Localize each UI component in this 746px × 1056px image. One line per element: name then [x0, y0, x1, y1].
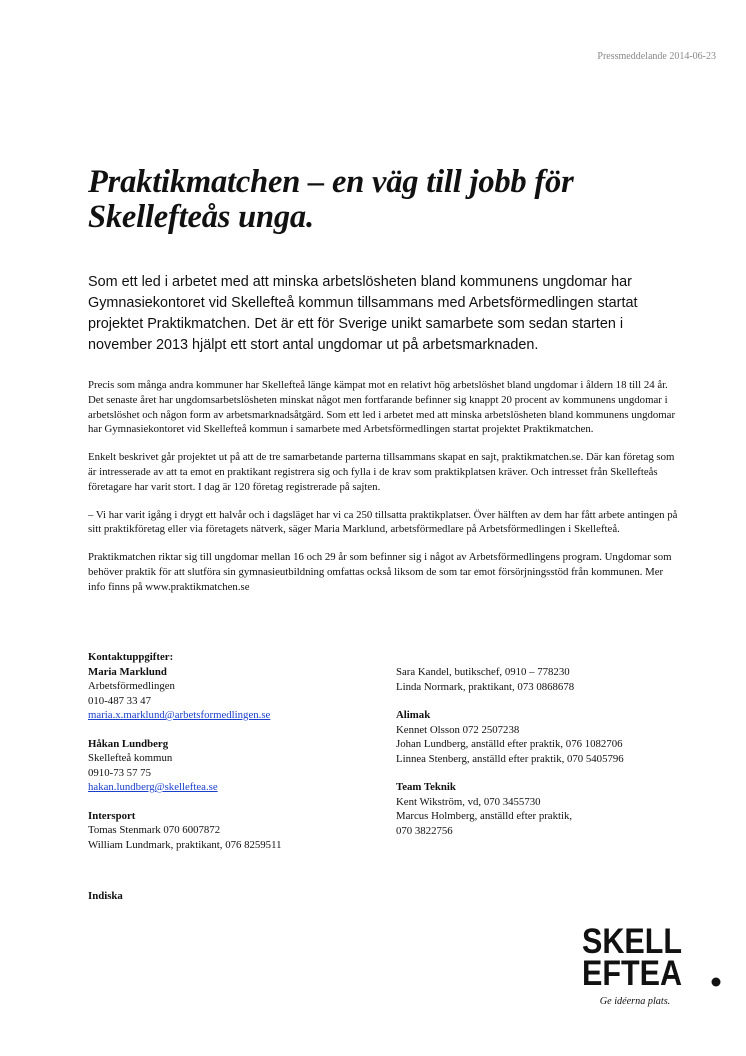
company-name: Team Teknik [396, 781, 456, 793]
contact-indiska [396, 665, 686, 694]
contacts-right-column [396, 665, 686, 852]
body-paragraph: Praktikmatchen riktar sig till ungdomar mellan 16 och 29 år som befinner sig i något av Arbetsförmedlingens program. Ungdomar som behöver praktik för att slutföra sin gymnasieutbildning omfattas också liksom de som tar emot försörjningsstöd från kommunen. Mer info finns på www.praktikmatchen.se [88, 551, 672, 593]
title-line-2: Skellefteås unga. [88, 199, 314, 235]
contact-intersport [88, 809, 378, 853]
page-title [88, 165, 688, 235]
logo-dot [712, 978, 721, 987]
contacts-heading: Kontaktuppgifter: [88, 651, 174, 663]
contact-line: Kennet Olsson 072 2507238 [396, 723, 520, 736]
company-name: Intersport [88, 809, 136, 822]
company-name-indiska: Indiska [88, 890, 123, 902]
contact-org: Skellefteå kommun [88, 752, 173, 764]
contact-phone: 010-487 33 47 [88, 694, 151, 707]
contact-line: Sara Kandel, butikschef, 0910 – 778230 [396, 666, 570, 678]
body-text [88, 378, 678, 608]
contact-phone: 0910-73 57 75 [88, 766, 151, 779]
contact-team-teknik [396, 780, 686, 838]
title-line-1: Praktikmatchen – en väg till jobb för [88, 164, 574, 200]
contact-alimak [396, 708, 686, 766]
contact-org: Arbetsförmedlingen [88, 680, 175, 692]
company-name: Alimak [396, 709, 431, 721]
contacts-left-column [88, 650, 378, 866]
skelleftea-logo-mark [582, 924, 732, 994]
contact-line: 070 3822756 [396, 824, 453, 837]
contact-hakan-lundberg [88, 737, 378, 795]
contact-maria-marklund [88, 665, 378, 723]
email-link-hakan[interactable]: hakan.lundberg@skelleftea.se [88, 781, 218, 793]
body-paragraph: Precis som många andra kommuner har Skellefteå länge kämpat mot en relativt hög arbetslöshet bland ungdomar i åldern 18 till 24 år. Det senaste året har ungdomsarbetslösheten minskat något men fortfarande befinner sig knappt 20 procent av kommunens ungdomar i arbetslöshet och någon form av arbetsmarknadsåtgärd. Som ett led i arbetet med att minska arbetslösheten bland kommunens ungdomar har Gymnasiekontoret vid Skellefteå kommun i samarbete med Arbetsförmedlingen startat projektet Praktikmatchen. [88, 379, 676, 436]
logo-word-line-2: EFTEA [582, 954, 682, 993]
email-link-maria[interactable]: maria.x.marklund@arbetsformedlingen.se [88, 709, 271, 721]
contact-line: Linnea Stenberg, anställd efter praktik, 070 5405796 [396, 752, 624, 765]
logo-tagline: Ge idéerna plats. [599, 996, 671, 1007]
contact-name: Håkan Lundberg [88, 737, 169, 750]
contact-line: Tomas Stenmark 070 6007872 [88, 824, 221, 836]
press-release-date: Pressmeddelande 2014-06-23 [597, 51, 716, 62]
contact-line: Linda Normark, praktikant, 073 0868678 [396, 680, 575, 693]
lead-paragraph: Som ett led i arbetet med att minska arbetslösheten bland kommunens ungdomar har Gymnasiekontoret vid Skellefteå kommun tillsammans med Arbetsförmedlingen startat projektet Praktikmatchen. Det är ett för Sverige unikt samarbete som sedan starten i november 2013 hjälpt ett stort antal ungdomar ut på arbetsmarknaden. [88, 274, 638, 353]
contact-line: Johan Lundberg, anställd efter praktik, 076 1082706 [396, 738, 623, 750]
logo-word-line-1: SKELL [582, 924, 682, 961]
contact-name: Maria Marklund [88, 665, 167, 678]
contact-line: Marcus Holmberg, anställd efter praktik, [396, 810, 573, 822]
body-paragraph: Enkelt beskrivet går projektet ut på att de tre samarbetande parterna tillsammans skapat en sajt, praktikmatchen.se. Där kan företag som är intresserade av att ta emot en praktikant registrera sig och fylla i de krav som praktikplatsen kräver. Och intresset från Skellefteås företagare har varit stort. I dag är 120 företag registrerade på sajten. [88, 451, 675, 493]
contact-line: Kent Wikström, vd, 070 3455730 [396, 795, 541, 808]
body-paragraph: – Vi har varit igång i drygt ett halvår och i dagsläget har vi ca 250 tillsatta praktikplatser. Över hälften av dem har fått arbete antingen på sitt praktikföretag eller via företagets nätverk, säger Maria Marklund, arbetsförmedlare på Arbetsförmedlingen i Skellefteå. [88, 508, 678, 536]
contact-line: William Lundmark, praktikant, 076 8259511 [88, 838, 282, 851]
